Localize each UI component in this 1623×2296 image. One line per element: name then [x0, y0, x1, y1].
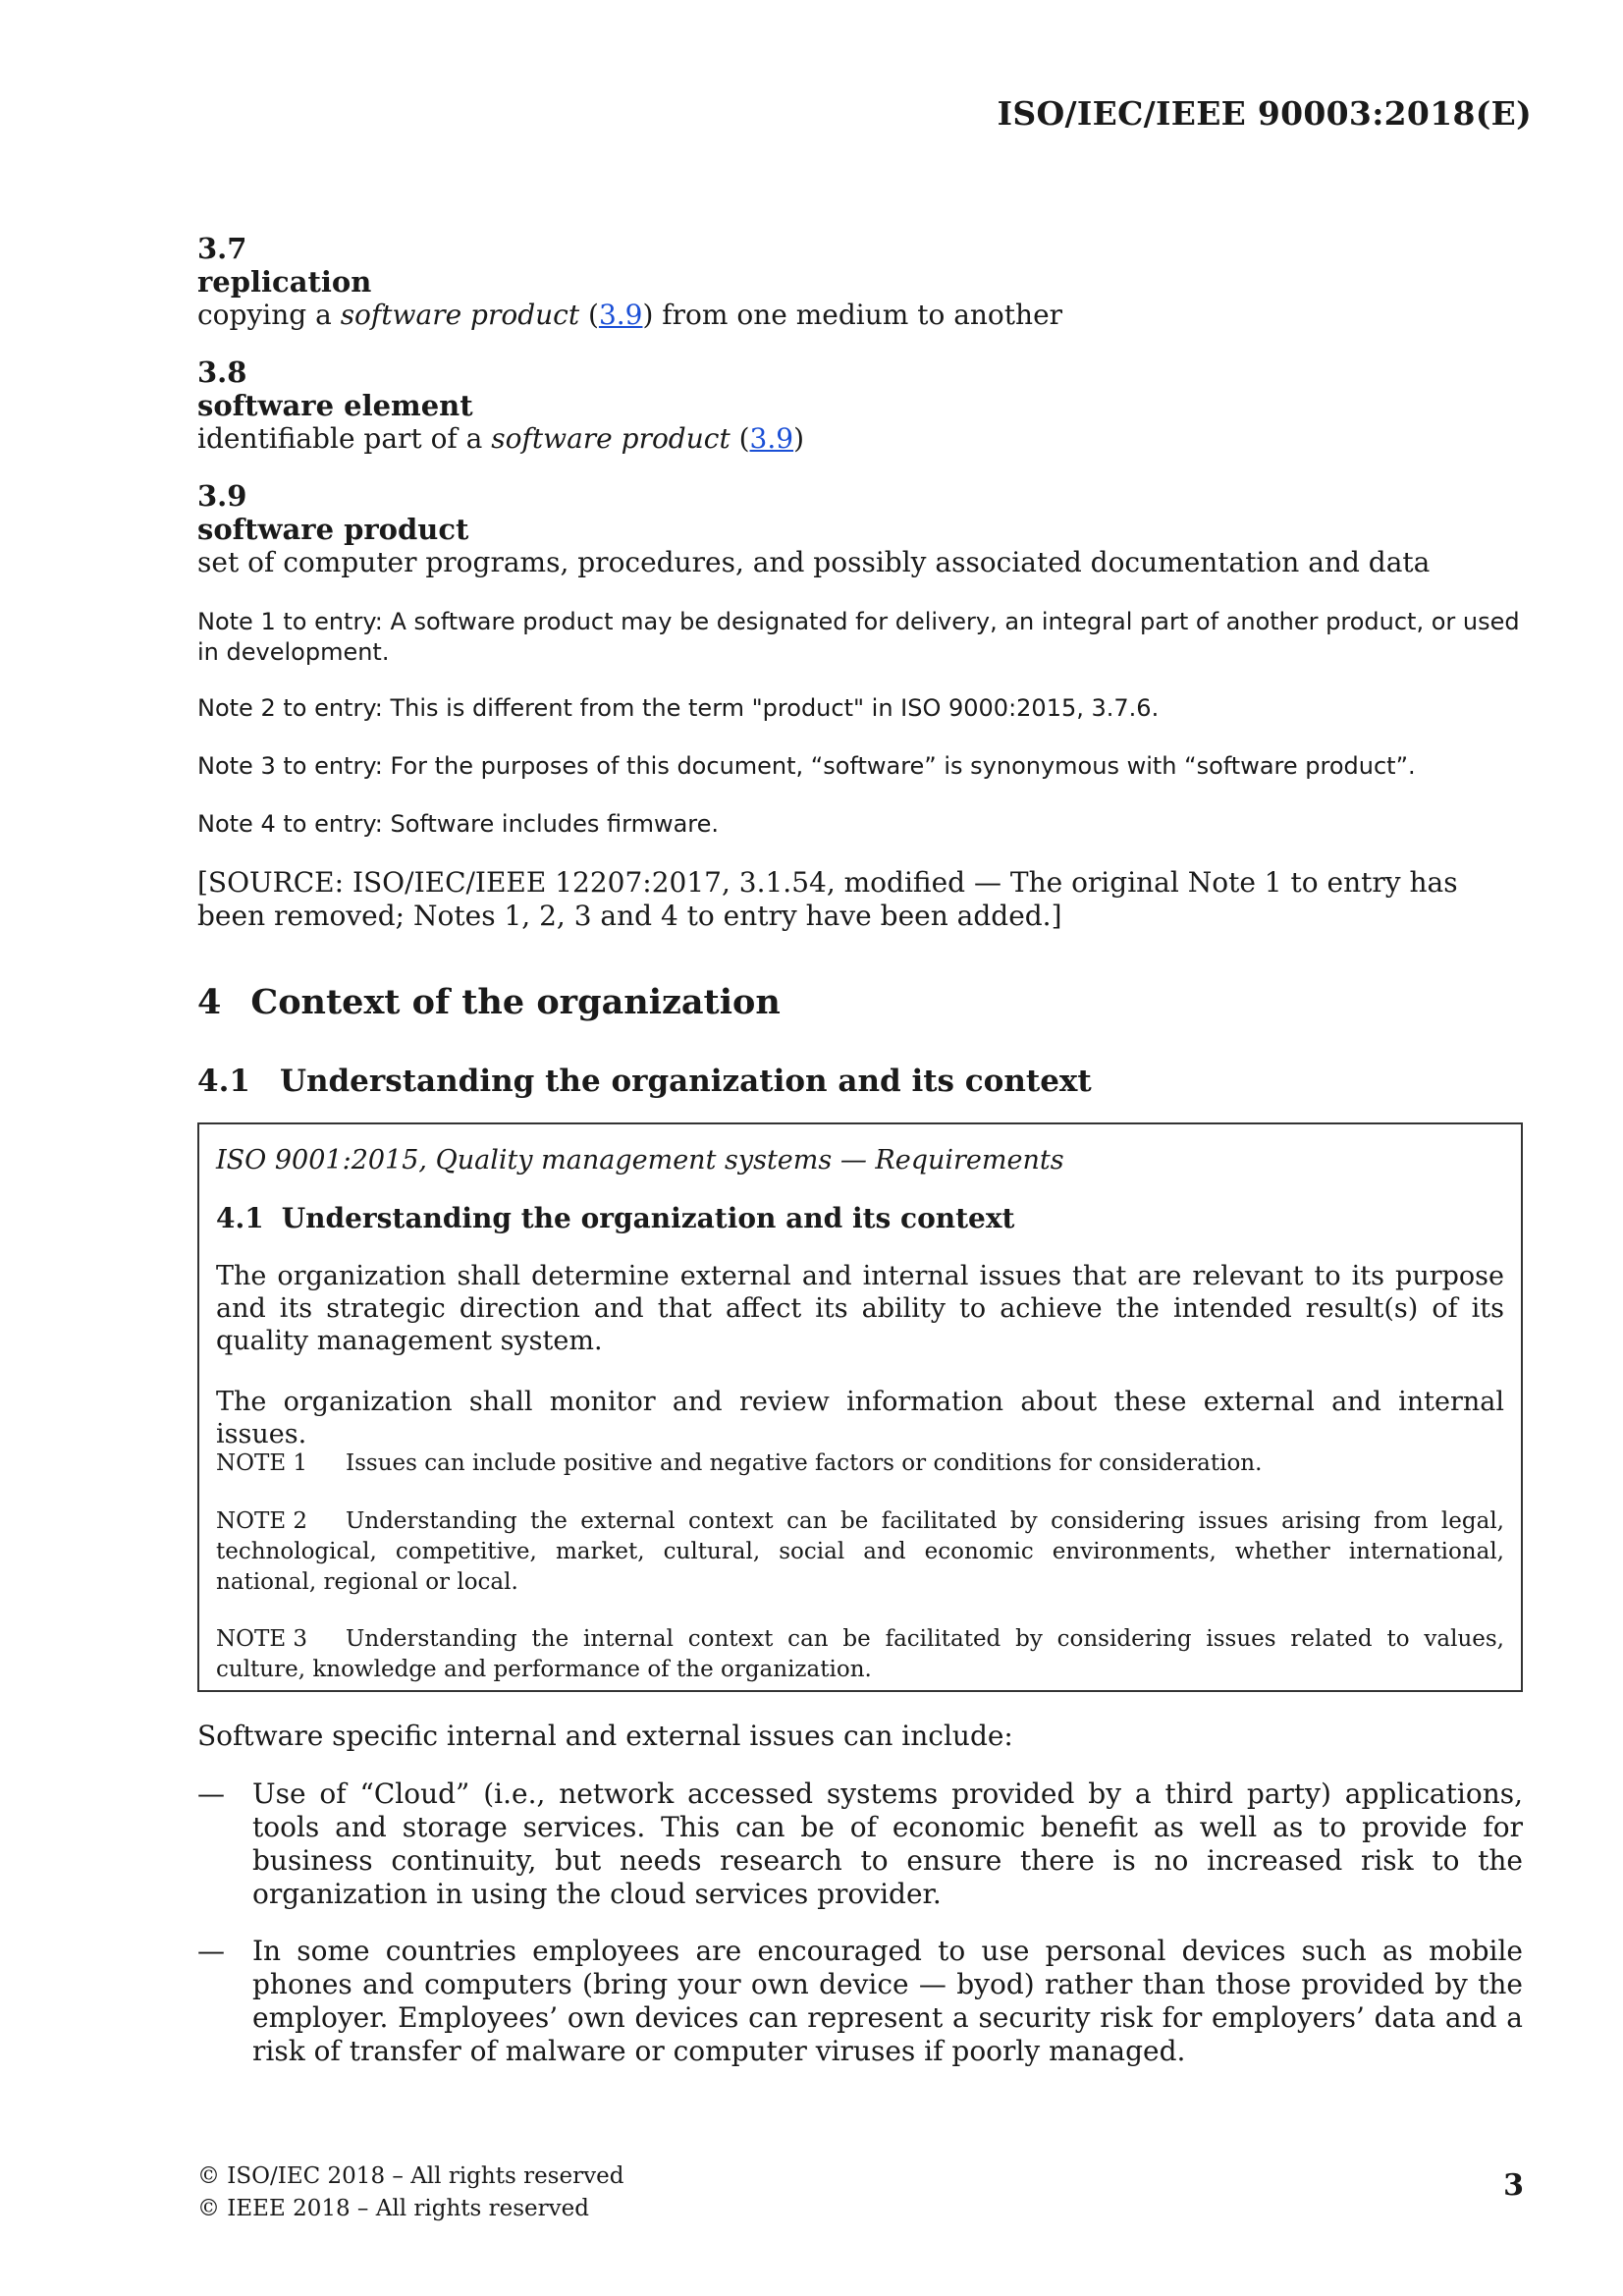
box-note: NOTE 3 Understanding the internal context can be facilitated by considering issues related to values, culture, knowledge and performance of the organization. — [216, 1626, 1504, 1682]
list-item — [197, 1777, 1523, 1911]
term-number: 3.8 — [197, 355, 247, 389]
list-dash: — — [197, 1935, 225, 1967]
term-name: replication — [197, 265, 372, 299]
section-heading: 4 Context of the organization — [197, 982, 781, 1022]
term-number: 3.7 — [197, 232, 247, 265]
box-paragraph: The organization shall monitor and review information about these external and internal issues. — [216, 1387, 1504, 1449]
box-citation: ISO 9001:2015, Quality management systems — Requirements — [216, 1145, 1064, 1175]
subsection-heading: 4.1 Understanding the organization and its context — [197, 1064, 1092, 1099]
note-to-entry: Note 1 to entry: A software product may be designated for delivery, an integral part of another product, or used in development. — [197, 608, 1520, 666]
box-note: NOTE 1 Issues can include positive and negative factors or conditions for consideration. — [216, 1450, 1263, 1476]
term-name: software product — [197, 513, 469, 546]
intro-paragraph: Software specific internal and external issues can include: — [197, 1720, 1013, 1752]
list-item-text: In some countries employees are encouraged to use personal devices such as mobile phones and computers (bring your own device — byod) rather than those provided by the employer. Employees’ own devices can represent a security risk for employers’ data and a risk of transfer of malware or computer viruses if poorly managed. — [252, 1935, 1523, 2067]
note-to-entry: Note 4 to entry: Software includes firmware. — [197, 810, 720, 838]
quoted-requirement-box — [197, 1122, 1523, 1692]
copyright-ieee: © IEEE 2018 – All rights reserved — [197, 2196, 589, 2221]
document-id-header: ISO/IEC/IEEE 90003:2018(E) — [997, 94, 1532, 133]
copyright-iso: © ISO/IEC 2018 – All rights reserved — [197, 2163, 624, 2189]
term-number: 3.9 — [197, 479, 247, 513]
source-citation: [SOURCE: ISO/IEC/IEEE 12207:2017, 3.1.54, modified — The original Note 1 to entry has been removed; Notes 1, 2, 3 and 4 to entry have been added.] — [197, 866, 1458, 932]
term-entry-3-8 — [197, 355, 1523, 456]
copyright-footer — [197, 2160, 623, 2225]
term-name: software element — [197, 389, 473, 422]
note-to-entry: Note 2 to entry: This is different from the term "product" in ISO 9000:2015, 3.7.6. — [197, 694, 1160, 722]
term-definition: set of computer programs, procedures, and possibly associated documentation and data — [197, 546, 1431, 578]
list-item — [197, 1935, 1523, 2068]
term-definition: copying a software product (3.9) from one medium to another — [197, 299, 1063, 331]
term-entry-3-9 — [197, 479, 1523, 579]
page-number: 3 — [1503, 2168, 1524, 2203]
box-heading: 4.1 Understanding the organization and its context — [216, 1202, 1015, 1234]
box-note: NOTE 2 Understanding the external context can be facilitated by considering issues arising from legal, technological, competitive, market, cultural, social and economic environments, whether international, national, regional or local. — [216, 1508, 1504, 1595]
list-item-text: Use of “Cloud” (i.e., network accessed systems provided by a third party) applications, tools and storage services. This can be of economic benefit as well as to provide for business continuity, but needs research to ensure there is no increased risk to the organization in using the cloud services provider. — [252, 1777, 1523, 1910]
term-entry-3-7 — [197, 232, 1523, 332]
cross-reference-link[interactable]: 3.9 — [749, 422, 794, 455]
cross-reference-link[interactable]: 3.9 — [598, 299, 643, 331]
list-dash: — — [197, 1777, 225, 1810]
box-paragraph: The organization shall determine external and internal issues that are relevant to its purpose and its strategic direction and that affect its ability to achieve the intended result(s) of its quality management system. — [216, 1261, 1504, 1356]
term-definition: identifiable part of a software product (3.9) — [197, 422, 804, 455]
note-to-entry: Note 3 to entry: For the purposes of this document, “software” is synonymous with “software product”. — [197, 752, 1416, 780]
